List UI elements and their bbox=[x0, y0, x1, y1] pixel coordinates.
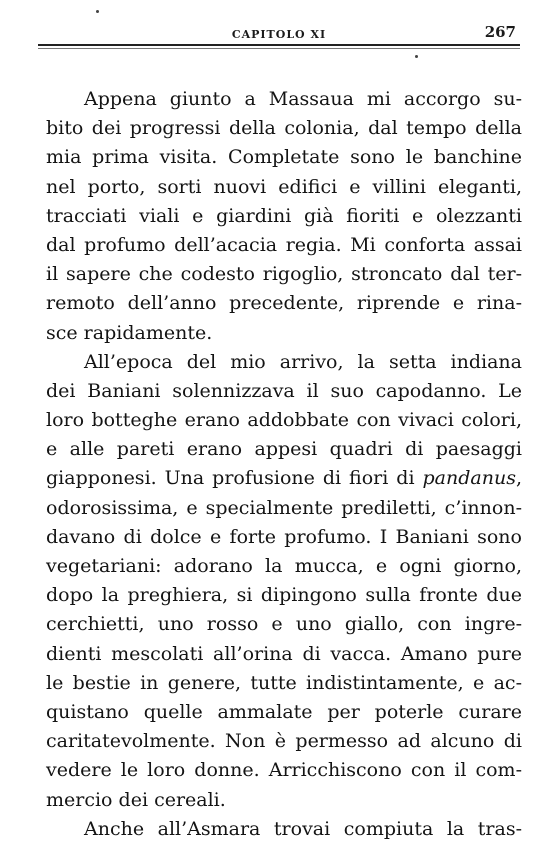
page-number: 267 bbox=[484, 23, 516, 41]
chapter-heading: CAPITOLO XI bbox=[231, 28, 327, 41]
header-rule bbox=[38, 44, 520, 46]
text-line: davano di dolce e forte profumo. I Baniani sono bbox=[46, 525, 522, 548]
text-line: Appena giunto a Massaua mi accorgo su- bbox=[84, 88, 522, 110]
text-line: vegetariani: adorano la mucca, e ogni giorno, bbox=[46, 555, 522, 577]
text-line: mercio dei cereali. bbox=[46, 788, 226, 811]
text-line: loro botteghe erano addobbate con vivaci colori, bbox=[46, 409, 522, 432]
text-line: dei Baniani solennizzava il suo capodanno. Le bbox=[46, 379, 522, 402]
text-line: le bestie in genere, tutte indistintamente, e ac- bbox=[46, 671, 522, 694]
text-line: mia prima visita. Completate sono le banchine bbox=[46, 146, 522, 169]
print-speck bbox=[96, 10, 99, 13]
text-line: dal profumo dell’acacia regia. Mi conforta assai bbox=[46, 233, 522, 256]
text-line: bito dei progressi della colonia, dal tempo della bbox=[46, 117, 522, 140]
text-line: nel porto, sorti nuovi edifici e villini eleganti, bbox=[46, 175, 522, 198]
text-line: Anche all’Asmara trovai compiuta la tras- bbox=[84, 817, 522, 840]
text-line: remoto dell’anno precedente, riprende e rina- bbox=[46, 292, 522, 315]
text-line: tracciati viali e giardini già fioriti e olezzanti bbox=[46, 204, 522, 227]
text-line: odorosissima, e specialmente prediletti, c’innon- bbox=[46, 496, 522, 519]
text-line: sce rapidamente. bbox=[46, 321, 213, 344]
text-line: dopo la preghiera, si dipingono sulla fronte due bbox=[46, 584, 522, 607]
text-line: caritatevolmente. Non è permesso ad alcuno di bbox=[46, 730, 522, 753]
text-line: quistano quelle ammalate per poterle curare bbox=[46, 700, 522, 723]
text-line bbox=[46, 464, 522, 493]
header-rule-thin bbox=[38, 48, 520, 49]
text-segment: giapponesi. Una profusione di fiori di bbox=[46, 467, 423, 490]
text-segment: , bbox=[515, 467, 522, 490]
print-speck bbox=[415, 55, 418, 58]
text-line: dienti mescolati all’orina di vacca. Amano pure bbox=[46, 642, 522, 665]
text-line: il sapere che codesto rigoglio, stroncato dal ter- bbox=[46, 263, 522, 286]
text-line: cerchietti, uno rosso e uno giallo, con ingre- bbox=[46, 613, 522, 636]
body-text bbox=[46, 85, 522, 844]
text-line: e alle pareti erano appesi quadri di paesaggi bbox=[46, 438, 522, 461]
text-line: vedere le loro donne. Arricchiscono con il com- bbox=[46, 759, 522, 782]
text-line: All’epoca del mio arrivo, la setta indiana bbox=[84, 350, 522, 373]
italic-term: pandanus bbox=[422, 467, 516, 490]
